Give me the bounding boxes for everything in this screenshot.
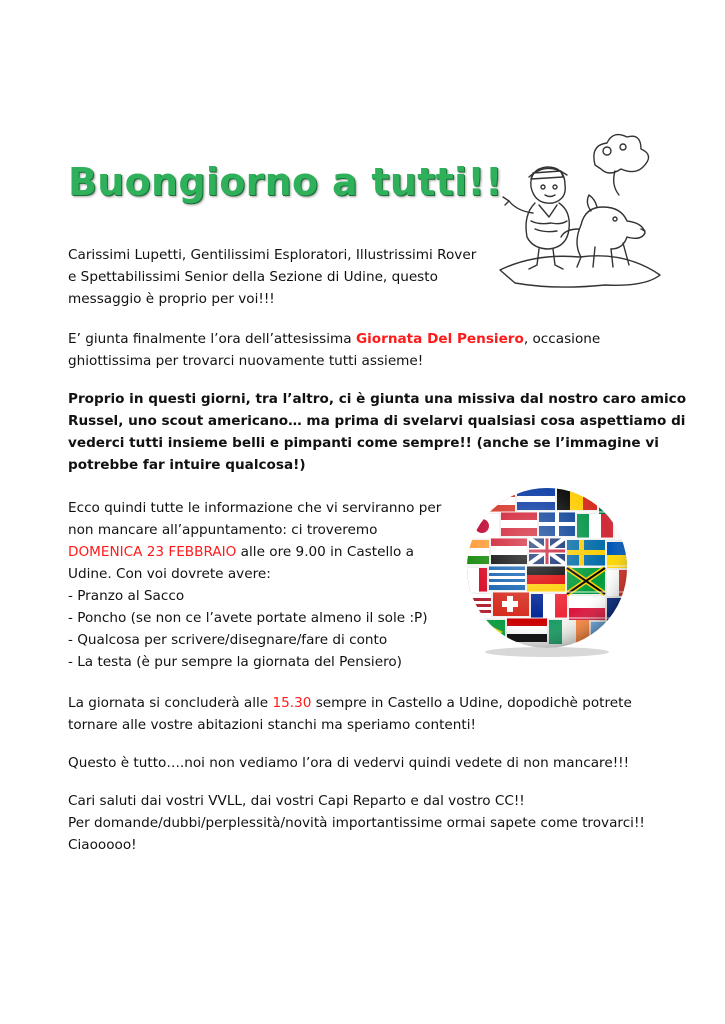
mystery-paragraph: [68, 388, 686, 476]
announcement-before: E’ giunta finalmente l’ora dell’attesissima: [68, 331, 356, 347]
mystery-line: Proprio in questi giorni, tra l’altro, ci è giunta una missiva dal nostro caro amico: [68, 391, 687, 407]
announcement-line: ghiottissima per trovarci nuovamente tutti assieme!: [68, 353, 424, 369]
greetings-paragraph: [68, 790, 645, 856]
checklist-item: - Poncho (se non ce l’avete portate almeno il sole :P): [68, 610, 428, 626]
info-line: non mancare all’appuntamento: ci troveremo: [68, 522, 378, 538]
intro-line: e Spettabilissimi Senior della Sezione di Udine, questo: [68, 269, 438, 285]
greetings-line: Ciaooooo!: [68, 837, 137, 853]
mystery-line: Russel, uno scout americano… ma prima di svelarvi qualsiasi cosa aspettiamo di: [68, 413, 686, 429]
info-paragraph: [68, 497, 441, 673]
checklist-item: - Pranzo al Sacco: [68, 588, 185, 604]
intro-line: messaggio è proprio per voi!!!: [68, 291, 275, 307]
announcement-paragraph: [68, 328, 600, 372]
info-line: Ecco quindi tutte le informazione che vi serviranno per: [68, 500, 442, 516]
scout-boy-and-dog-illustration: [495, 125, 665, 295]
announcement-line: [68, 328, 600, 350]
mystery-line: vederci tutti insieme belli e pimpanti come sempre!! (anche se l’immagine vi: [68, 435, 659, 451]
checklist-item: - Qualcosa per scrivere/disegnare/fare di conto: [68, 632, 388, 648]
checklist-item: - La testa (è pur sempre la giornata del Pensiero): [68, 654, 402, 670]
last-call-line: Questo è tutto….noi non vediamo l’ora di vedervi quindi vedete di non mancare!!!: [68, 755, 630, 771]
closing-line: [68, 692, 632, 714]
greetings-line: Per domande/dubbi/perplessità/novità importantissime ormai sapete come trovarci!!: [68, 815, 645, 831]
intro-paragraph: [68, 244, 476, 310]
end-time: 15.30: [272, 695, 312, 711]
closing-before: La giornata si concluderà alle: [68, 695, 273, 711]
announcement-after: , occasione: [523, 331, 601, 347]
flags-globe-image: [455, 480, 640, 660]
page-title: Buongiorno a tutti!!: [68, 160, 503, 204]
last-call-paragraph: [68, 752, 629, 774]
event-name: Giornata Del Pensiero: [355, 331, 524, 347]
closing-paragraph: [68, 692, 632, 736]
info-line: Udine. Con voi dovrete avere:: [68, 566, 271, 582]
greetings-line: Cari saluti dai vostri VVLL, dai vostri Capi Reparto e dal vostro CC!!: [68, 793, 525, 809]
info-line: [68, 541, 441, 563]
closing-line: tornare alle vostre abitazioni stanchi ma speriamo contenti!: [68, 717, 476, 733]
intro-line: Carissimi Lupetti, Gentilissimi Esploratori, Illustrissimi Rover: [68, 247, 477, 263]
mystery-line: potrebbe far intuire qualcosa!): [68, 457, 306, 473]
event-date: DOMENICA 23 FEBBRAIO: [68, 544, 237, 560]
closing-after: sempre in Castello a Udine, dopodichè potrete: [311, 695, 632, 711]
event-time: alle ore 9.00 in Castello a: [236, 544, 414, 560]
